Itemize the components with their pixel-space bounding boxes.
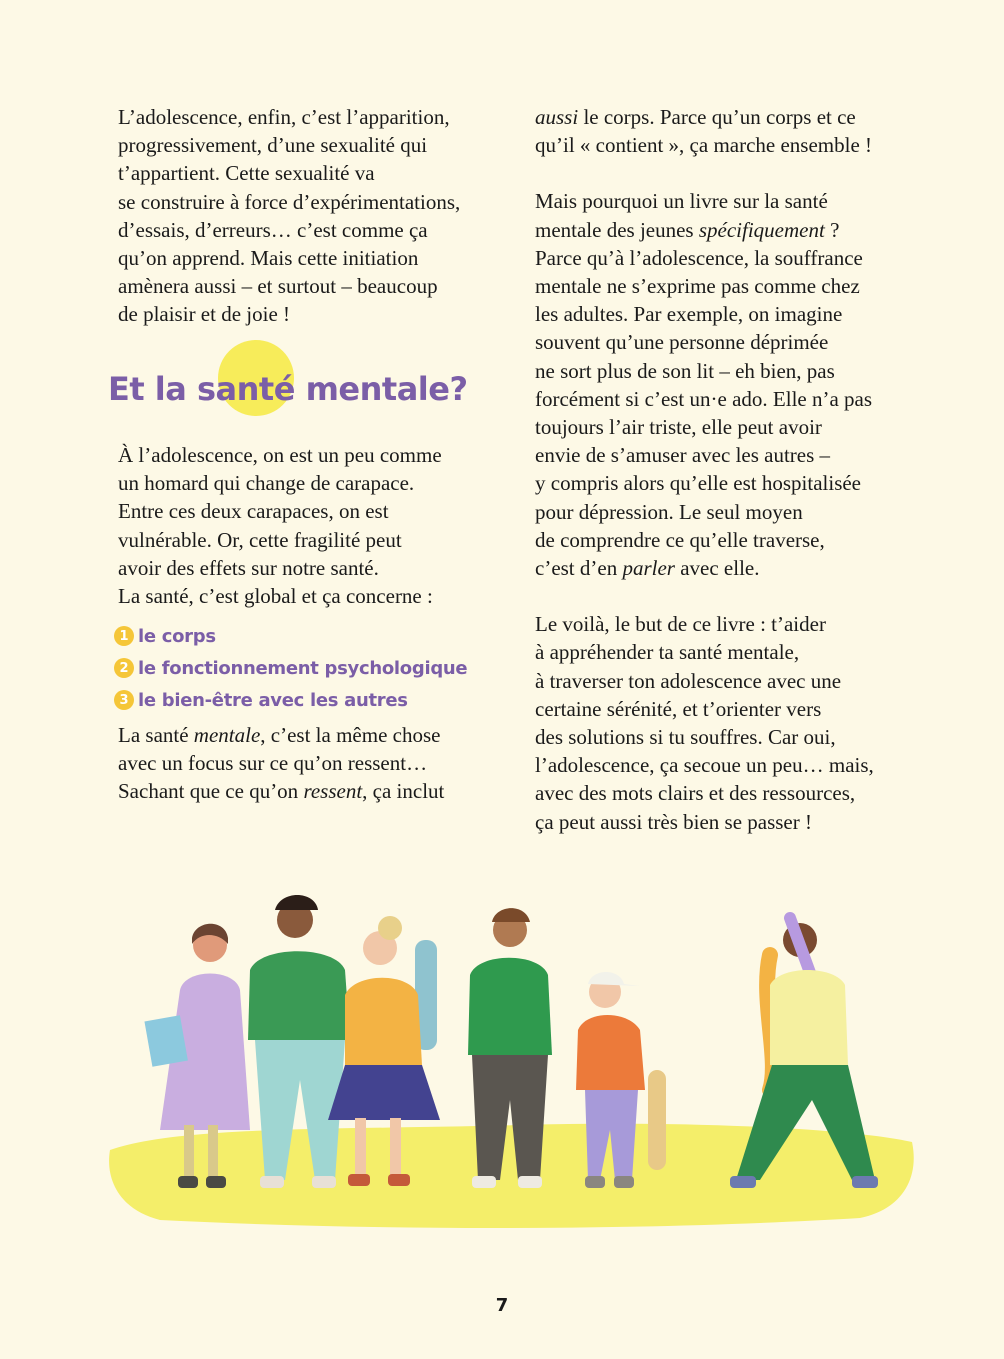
number-badge: 3 xyxy=(114,690,134,710)
paragraph-goal: Le voilà, le but de ce livre : t’aider à appréhender ta santé mentale, à traverser ton adolescence avec une certaine sérénité, et t’orienter vers des solutions si tu souffres. Car oui, l’adolescence, ça secoue un peu… mais, avec des mots clairs et des ressources, ça peut aussi très bien se passer ! xyxy=(535,612,874,834)
section-heading xyxy=(108,340,508,420)
health-list xyxy=(114,620,514,716)
page-number: 7 xyxy=(495,1295,509,1316)
paragraph-lobster: À l’adolescence, on est un peu comme un homard qui change de carapace. Entre ces deux carapaces, on est vulnérable. Or, cette fragilité peut avoir des effets sur notre santé. La santé, c’est global et ça concerne : xyxy=(118,443,442,609)
number-badge: 1 xyxy=(114,626,134,646)
right-column xyxy=(535,103,915,836)
ground-shape xyxy=(109,1124,914,1228)
list-item: 1 le corps xyxy=(114,620,514,652)
teenagers-illustration xyxy=(100,880,920,1250)
number-badge: 2 xyxy=(114,658,134,678)
list-item: 3 le bien-être avec les autres xyxy=(114,684,514,716)
paragraph-body: aussi le corps. Parce qu’un corps et ce qu’il « contient », ça marche ensemble ! xyxy=(535,105,873,158)
heading-text: Et la santé mentale? xyxy=(108,370,468,408)
left-column xyxy=(118,103,508,329)
person-kid-skateboard xyxy=(576,972,666,1188)
paragraph-sexuality: L’adolescence, enfin, c’est l’apparition, progressivement, d’une sexualité qui t’appartient. Cette sexualité va se construire à force d’expérimentations, d’essais, d’erreurs… c’est comme ça qu’on apprend. Mais cette initiation amènera aussi – et surtout – beaucoup de plaisir et de joie ! xyxy=(118,105,461,327)
paragraph-why-book: Mais pourquoi un livre sur la santé mentale des jeunes spécifiquement ? Parce qu’à l’adolescence, la souffrance mentale ne s’exprime pas comme chez les adultes. Par exemple, on imagine souvent qu’une personne déprimée ne sort plus de son lit – eh bien, pas forcément si c’est un·e ado. Elle n’a pas toujours l’air triste, elle peut avoir envie de s’amuser avec les autres – y compris alors qu’elle est hospitalisée pour dépression. Le seul moyen de comprendre ce qu’elle traverse, c’est d’en parler avec elle. xyxy=(535,189,873,581)
paragraph-mental-health: La santé mentale, c’est la même chose avec un focus sur ce qu’on ressent… Sachant que ce qu’on ressent, ça inclut xyxy=(118,723,445,804)
list-item: 2 le fonctionnement psychologique xyxy=(114,652,514,684)
